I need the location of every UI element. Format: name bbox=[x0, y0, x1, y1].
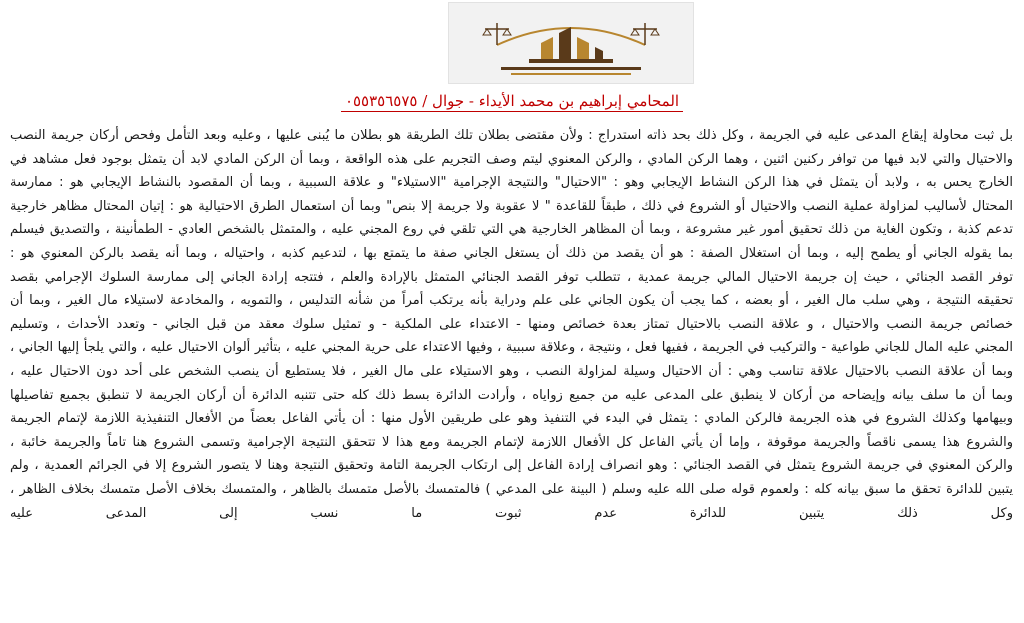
body-line: والشروع هذا يسمى ناقصاً والجريمة موقوفة ، وإما أن يأتي الفاعل كل الأفعال اللازمة لإتمام الجريمة ومع هذا لا تتحقق النتيجة الإجرامية وتسمى الشروع هنا تاماً والجريمة خائبة ، bbox=[10, 434, 1013, 450]
body-line: بما يقوله الجاني أو يطمح إليه ، وبما أن استغلال الصفة : هو أن يقصد من ذلك أن يستغل الجاني صفة ما يتمتع بها ، لتدعيم كذبه ، واحتياله ، وبما أنه يقصد بالركن المعنوي هو : bbox=[10, 245, 1013, 261]
body-line: وبيهامها وكذلك الشروع في هذه الجريمة فالركن المادي : يتمثل في البدء في التنفيذ وهو على طريقين الأول منها : أن يأتي الفاعل بعضاً من الأفعال التنفيذية اللازمة لإتمام الجريمة bbox=[10, 411, 1013, 427]
body-line: والاحتيال والتي لابد فيها من توافر ركنين اثنين ، وهما الركن المادي ، والركن المعنوي ليتم وصف التجريم على هذه الواقعة ، وبما أن الركن المادي لابد أن يتمثل بوجود فعل مشاهد في bbox=[10, 151, 1013, 167]
body-line: خصائص جريمة النصب والاحتيال ، و علاقة النصب بالاحتيال تمتاز بعدة خصائص ومنها - الاعتداء على الملكية - و تمثيل سلوك معقد من قبل الجاني - وتعدد الأحداث ، وتسليم bbox=[10, 316, 1013, 332]
body-line: وبما أن علاقة النصب بالاحتيال علاقة تناسب وهي : أن الاحتيال وسيلة لمزاولة النصب ، وهو الاستيلاء على مال الغير ، فلا يستطيع أن ينصب الشخص على أحد دون الاحتيال عليه ، bbox=[10, 363, 1013, 379]
scales-of-justice-logo-icon bbox=[449, 3, 693, 83]
body-line: المحتال لأساليب لمزاولة عملية النصب والاحتيال أو الشروع في ذلك ، طبقاً للقاعدة " لا عقوبة ولا جريمة إلا بنص" وبما أن استعمال الطرق الاحتيالية هو : إتيان المحتال مظاهر خارجية bbox=[10, 198, 1013, 214]
judgment-body-text bbox=[10, 124, 1013, 525]
body-line: وكل ذلك يتبين للدائرة عدم ثبوت ما نسب إلى المدعى عليه bbox=[10, 505, 1013, 521]
body-line: المجني عليه المال للجاني طواعية - والتركيب في الجريمة ، ففيها فعل ، ونتيجة ، وعلاقة سببية ، وفيها الاعتداء على حرية المجني عليه ، بتأثير ألوان الاحتيال عليه ، والتي يلجأ إليها الجاني ، bbox=[10, 340, 1013, 356]
body-line: توفر القصد الجنائي ، حيث إن جريمة الاحتيال المالي جريمة عمدية ، تتطلب توفر القصد الجنائي المتمثل بالإرادة والعلم ، فتتجه إرادة الجاني إلى ممارسة السلوك الإجرامي بقصد bbox=[10, 269, 1013, 285]
lawyer-contact-text: المحامي إبراهيم بن محمد الأيداء - جوال / ٠٥٥٣٥٦٥٧٥ bbox=[341, 92, 683, 112]
body-line: تدعم كذبة ، وتكون الغاية من ذلك تحقيق أمور غير مشروعة ، وبما أن المظاهر الخارجية هي التي تلقي في روع المجني عليه ، والمتمثل بالشخص العادي - الطمأنينة ، والتصديق فيسلم bbox=[10, 222, 1013, 238]
body-line: بل ثبت محاولة إيقاع المدعى عليه في الجريمة ، وكل ذلك بحد ذاته استدراج : ولأن مقتضى بطلان تلك الطريقة هو بطلان ما يُبنى عليها ، وعليه وبعد التأمل وفحص أركان جريمة النصب bbox=[10, 128, 1013, 143]
lawyer-contact-heading bbox=[0, 92, 1024, 110]
body-line: تحقيقه النتيجة ، وهي سلب مال الغير ، أو بعضه ، كما يجب أن يكون الجاني على علم ودراية بأنه يرتكب أمراً من شأنه التدليس ، والتمويه ، والمخادعة لاستيلاء مال الغير ، وبما أن bbox=[10, 293, 1013, 309]
body-line: والركن المعنوي في جريمة الشروع يتمثل في القصد الجنائي : وهو انصراف إرادة الفاعل إلى ارتكاب الجريمة التامة وتحقيق النتيجة وهنا لا يتصور الشروع إلا في الجرائم العمدية ، ولم bbox=[10, 458, 1013, 474]
body-line: يتبين للدائرة تحقق ما سبق بيانه كله : ولعموم قوله صلى الله عليه وسلم ( البينة على المدعي ) فالمتمسك بالأصل متمسك بالظاهر ، والمتمسك بخلاف الأصل متمسك بخلاف الظاهر ، bbox=[10, 481, 1013, 497]
office-logo bbox=[448, 2, 694, 84]
body-line: الخارج يحس به ، ولابد أن يتمثل في هذا الركن النشاط الإيجابي وهو : "الاحتيال" والنتيجة الإجرامية "الاستيلاء" و علاقة السببية ، وبما أن المقصود بالنشاط الإيجابي هو : ممارسة bbox=[10, 175, 1013, 191]
body-line: وبما أن ما سلف بيانه وإيضاحه من أركان لا ينطبق على المدعى عليه من جميع زواياه ، وأرادت الدائرة بسط ذلك كله حتى تتنبه الدائرة أن أركان الجريمة لا تنطبق بجميع تفاصيلها bbox=[10, 387, 1013, 403]
